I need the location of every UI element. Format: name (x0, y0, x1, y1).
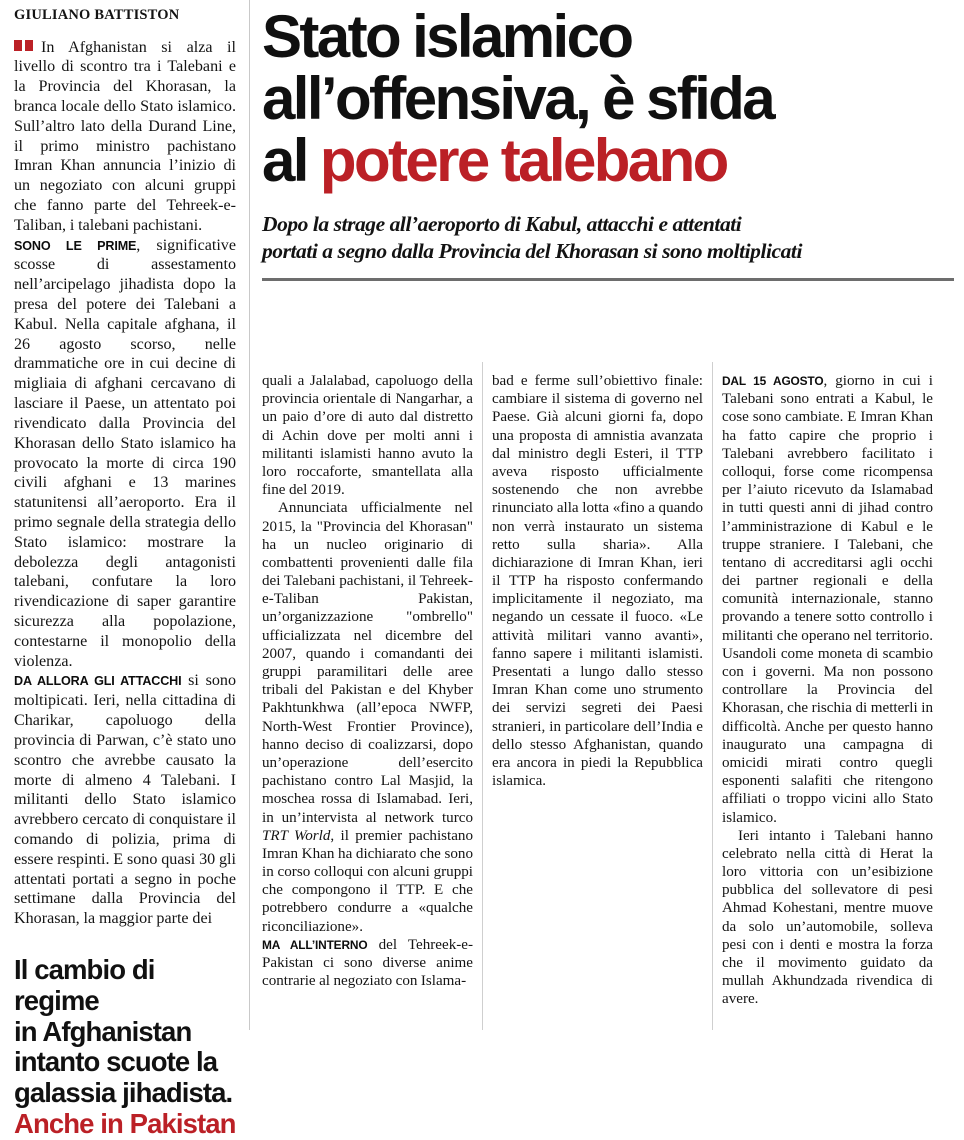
kicker-sono-le-prime: SONO LE PRIME (14, 238, 137, 253)
left-rail (14, 7, 236, 1139)
paragraph-sono-le-prime-text: , significative scosse di assestamento nell’arcipelago jihadista dopo la presa del potere dei Talebani a Kabul. Nella capitale afghana, il 26 agosto scorso, nelle drammatiche ore in cui decine di migliaia di afghani cercavano di lasciare il Paese, un attentato poi rivendicato dalla Provincia del Khorasan dello Stato islamico ha provocato la morte di circa 190 civili afghani e 13 marines statunitensi all’aeroporto. Era il primo segnale della strategia dello Stato islamico: mostrare la debolezza degli antagonisti talebani, confutare la loro rivendicazione di saper garantire sicurezza alla popolazione, contestarne il monopolio della violenza. (14, 236, 236, 670)
body-column-4 (722, 372, 933, 1030)
col2-paragraph-1: quali a Jalalabad, capoluogo della provincia orientale di Nangarhar, a un paio d’ore di auto dal distretto di Achin dove per molti anni i militanti islamisti hanno avuto la loro roccaforte, smantellata alla fine del 2019. (262, 373, 473, 499)
column-separator (712, 362, 713, 1030)
secondary-headline-accent: Anche in Pakistan (14, 1108, 236, 1139)
paragraph-da-allora (14, 671, 236, 929)
deck-line-2: portati a segno dalla Provincia del Khorasan si sono moltiplicati (262, 239, 802, 264)
secondary-headline-line-4: galassia jihadista. (14, 1077, 233, 1109)
horizontal-rule (262, 278, 954, 281)
secondary-headline (14, 955, 236, 1140)
paragraph-sono-le-prime (14, 236, 236, 672)
col2-paragraph-3-text: del Tehreek-e-Pakistan ci sono diverse anime contrarie al negoziato con Islama- (262, 936, 473, 990)
kicker-dal-15-agosto: DAL 15 AGOSTO (722, 374, 824, 388)
secondary-headline-line-1: Il cambio di regime (14, 954, 155, 1016)
main-headline-line-3-plain: al (262, 126, 320, 194)
col2-paragraph-2-cont: , il premier pachistano Imran Khan ha dichiarato che sono in corso colloqui con alcuni gruppi che compongono il TTP. E che potrebbero condurre a «qualche riconciliazione». (262, 827, 473, 935)
col3-paragraph-1: bad e ferme sull’obiettivo finale: cambiare il sistema di governo nel Paese. Già alcuni giorni fa, dopo una proposta di amnistia avanzata dal ministro degli Esteri, il TTP aveva risposto ufficialmente sostenendo che non avrebbe rinunciato alla lotta «fino a quando non verrà instaurato un sistema retto sulla sharia». Alla dichiarazione di Imran Khan, ieri il TTP ha risposto confermando implicitamente il negoziato, ma negando un cessate il fuoco. «Le attività militari vanno avanti», fanno sapere i militanti islamisti. Presentati a lungo dallo stesso Imran Khan come uno strumento dei servizi segreti dei Paesi stranieri, in particolare dell’India e dello stesso Afghanistan, quando era ancora in piedi la Repubblica islamica. (492, 373, 703, 790)
lead-text: In Afghanistan si alza il livello di scontro tra i Talebani e la Provincia del Khorasan, la branca locale dello Stato islamico. Sull’altro lato della Durand Line, il primo ministro pachistano Imran Khan annuncia l’inizio di un negoziato con alcuni gruppi che fanno parte del Tehreek-e-Taliban, i talebani pachistani. (14, 38, 236, 234)
col2-paragraph-2-text: Annunciata ufficialmente nel 2015, la "Provincia del Khorasan" ha un nucleo originario di combattenti provenienti dalle fila dei Talebani pachistani, il Tehreek-e-Taliban Pakistan, un’organizzazione "ombrello" ufficializzata nel dicembre del 2007, quando i comandanti dei gruppi paramilitari delle aree tribali del Pakistan e del Khyber Pakhtunkhwa (all’epoca NWFP, North-West Frontier Province), hanno deciso di coalizzarsi, dopo un’operazione dell’esercito pachistano contro Lal Masjid, la moschea rossa di Islamabad. Ieri, in un’intervista al network turco (262, 500, 473, 826)
secondary-headline-line-3: intanto scuote la (14, 1046, 218, 1078)
column-separator (482, 362, 483, 1030)
body-column-3 (492, 372, 703, 1030)
lead-paragraph (14, 37, 236, 236)
main-headline-line-2: all’offensiva, è sfida (262, 64, 774, 132)
kicker-da-allora-gli-attacchi: DA ALLORA GLI ATTACCHI (14, 674, 182, 689)
byline: GIULIANO BATTISTON (14, 7, 180, 23)
body-column-2 (262, 372, 473, 1030)
col2-paragraph-3 (262, 936, 473, 991)
paragraph-da-allora-text: si sono moltipicati. Ieri, nella cittadina di Charikar, capoluogo della provincia di Parwan, c’è stato uno scontro che avrebbe causato la morte di almeno 4 Talebani. I militanti dello Stato islamico avrebbero cercato di conquistare il comando di polizia, prima di essere respinti. E sono quasi 30 gli attentati portati a segno in poche settimane dalla Provincia del Khorasan, la maggior parte dei (14, 672, 236, 928)
main-headline (262, 3, 954, 194)
kicker-ma-all-interno: MA ALL’INTERNO (262, 937, 368, 952)
col4-paragraph-1 (722, 372, 933, 827)
col4-paragraph-2: Ieri intanto i Talebani hanno celebrato nella città di Herat la loro vittoria con un’esibizione pubblica del sollevatore di pesi Ahmad Kohestani, mentre muove da solo un’automobile, solleva pesi con i denti e mostra la forza che il movimento guidato da mullah Akhundzada rivendica di avere. (722, 827, 933, 1008)
deck-line-1: Dopo la strage all’aeroporto di Kabul, attacchi e attentati (262, 212, 742, 237)
col2-italic-trt-world: TRT World (262, 827, 331, 844)
vertical-divider (249, 0, 250, 1030)
double-square-bullet-icon (14, 37, 36, 57)
article-deck (262, 211, 954, 264)
col2-paragraph-2 (262, 499, 473, 936)
col4-paragraph-1-text: , giorno in cui i Talebani sono entrati a Kabul, le cose sono cambiate. E Imran Khan ha fatto capire che proprio i Talebani avrebbero facilitato i colloqui, forse come ricompensa per l’aiuto ricevuto da Islamabad in tutti questi anni di jihad contro l’amministrazione di Kabul e le truppe straniere. I Talebani, che tentano di accreditarsi agli occhi dei partner regionali e della comunità internazionale, stanno provando a tenere sotto controllo i militanti che operano nel territorio. Usandoli come moneta di scambio con i governi. Ma non possono controllare la Provincia del Khorasan, che rischia di metterli in difficoltà. Anche per questo hanno inaugurato una campagna di omicidi mirati contro quegli esponenti salafiti che ritengono affiliati o troppo vicini allo Stato islamico. (722, 373, 933, 826)
secondary-headline-line-2: in Afghanistan (14, 1015, 192, 1047)
main-headline-line-1: Stato islamico (262, 3, 632, 70)
body-columns (262, 372, 954, 1030)
main-headline-line-3-accent: potere talebano (319, 126, 727, 194)
main-article (262, 0, 954, 1030)
